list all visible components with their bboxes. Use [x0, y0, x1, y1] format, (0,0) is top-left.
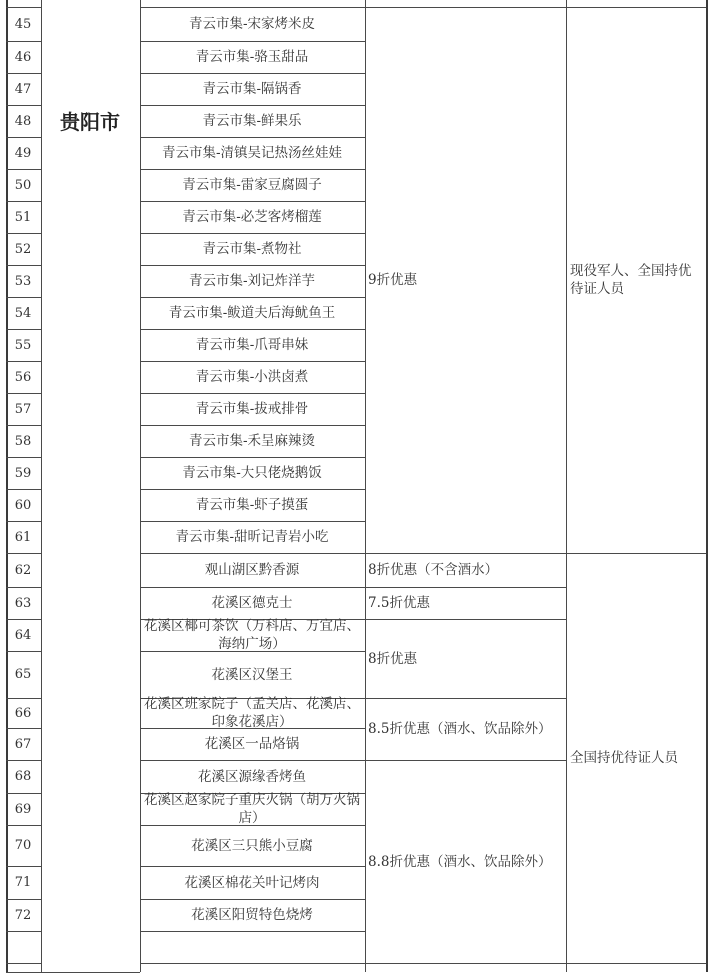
row-number: 53 [14, 273, 32, 289]
row-number: 45 [14, 16, 32, 32]
discount-cell: 8折优惠（不含酒水） [368, 562, 499, 578]
discount-cell: 8.5折优惠（酒水、饮品除外） [368, 721, 552, 737]
eligibility-cell: 全国持优待证人员 [570, 750, 678, 766]
row-number: 59 [14, 465, 32, 481]
store-name: 青云市集-小洪卤煮 [195, 369, 309, 385]
row-number: 70 [14, 838, 32, 853]
store-name: 花溪区赵家院子重庆火锅（胡万火锅店） [144, 792, 360, 826]
store-name: 青云市集-甜昕记青岩小吃 [175, 529, 329, 545]
table-rule [6, 931, 41, 932]
row-number: 49 [14, 145, 32, 161]
store-name: 花溪区棉花关叶记烤肉 [184, 874, 320, 891]
row-number: 51 [14, 209, 32, 225]
discount-cell: 8折优惠 [368, 650, 418, 667]
row-number: 65 [14, 667, 32, 682]
table-rule [6, 972, 140, 973]
store-name: 青云市集-禾呈麻辣烫 [188, 433, 316, 449]
store-name: 青云市集-骆玉甜品 [195, 49, 309, 65]
table-rule [140, 963, 365, 964]
row-number: 69 [14, 801, 32, 817]
store-name: 青云市集-宋家烤米皮 [188, 16, 316, 32]
store-name: 青云市集-鲅道夫后海鱿鱼王 [168, 305, 336, 321]
row-number: 56 [14, 369, 32, 385]
store-name: 青云市集-必芝客烤榴莲 [182, 209, 322, 225]
store-name: 花溪区汉堡王 [211, 666, 293, 683]
row-number: 50 [14, 177, 32, 193]
row-number: 67 [14, 736, 32, 752]
store-name: 花溪区源缘香烤鱼 [198, 768, 306, 785]
row-number: 61 [14, 529, 32, 545]
store-name: 青云市集-大只佬烧鹅饭 [182, 465, 322, 481]
store-name: 青云市集-清镇吴记热汤丝娃娃 [161, 145, 343, 161]
row-number: 68 [14, 769, 32, 784]
row-number: 54 [14, 305, 32, 321]
store-name: 花溪区椰可茶饮（万科店、万宜店、海纳广场） [144, 618, 360, 652]
row-number: 64 [14, 627, 32, 643]
store-name: 青云市集-鲜果乐 [202, 113, 302, 129]
discount-cell: 9折优惠 [368, 272, 418, 288]
store-name: 青云市集-虾子摸蛋 [195, 497, 309, 513]
row-number: 72 [14, 907, 32, 923]
store-name: 青云市集-煮物社 [202, 241, 302, 257]
discount-cell: 8.8折优惠（酒水、饮品除外） [368, 853, 552, 870]
city-cell: 贵阳市 [60, 109, 120, 134]
row-number: 52 [14, 241, 32, 257]
row-number: 58 [14, 433, 32, 449]
store-name: 青云市集-拔戒排骨 [195, 401, 309, 417]
row-number: 55 [14, 337, 32, 353]
row-number: 57 [14, 401, 32, 417]
table-rule [140, 931, 365, 932]
row-number: 48 [14, 113, 32, 129]
store-name: 花溪区班家院子（孟关店、花溪店、印象花溪店） [144, 696, 360, 730]
table-rule [706, 0, 708, 972]
store-name: 青云市集-雷家豆腐圆子 [182, 177, 322, 193]
store-name: 青云市集-刘记炸洋芋 [188, 273, 316, 289]
row-number: 66 [14, 705, 32, 721]
store-name: 青云市集-爪哥串妹 [195, 337, 309, 353]
table-rule [566, 963, 706, 964]
store-name: 花溪区三只熊小豆腐 [191, 837, 313, 854]
row-number: 63 [14, 595, 32, 611]
table-rule [566, 7, 706, 8]
store-name: 花溪区阳贸特色烧烤 [191, 907, 313, 923]
row-number: 62 [14, 562, 32, 578]
eligibility-cell: 现役军人、全国持优待证人员 [570, 263, 692, 297]
row-number: 46 [14, 49, 32, 65]
row-number: 47 [14, 81, 32, 97]
table-rule [365, 963, 566, 964]
table-rule [6, 963, 41, 964]
discount-cell: 7.5折优惠 [368, 595, 430, 611]
store-name: 花溪区德克士 [211, 595, 293, 611]
store-name: 观山湖区黔香源 [204, 562, 300, 578]
store-name: 青云市集-隔锅香 [202, 81, 302, 97]
row-number: 71 [14, 875, 32, 890]
store-name: 花溪区一品烙锅 [204, 736, 300, 752]
row-number: 60 [14, 497, 32, 513]
